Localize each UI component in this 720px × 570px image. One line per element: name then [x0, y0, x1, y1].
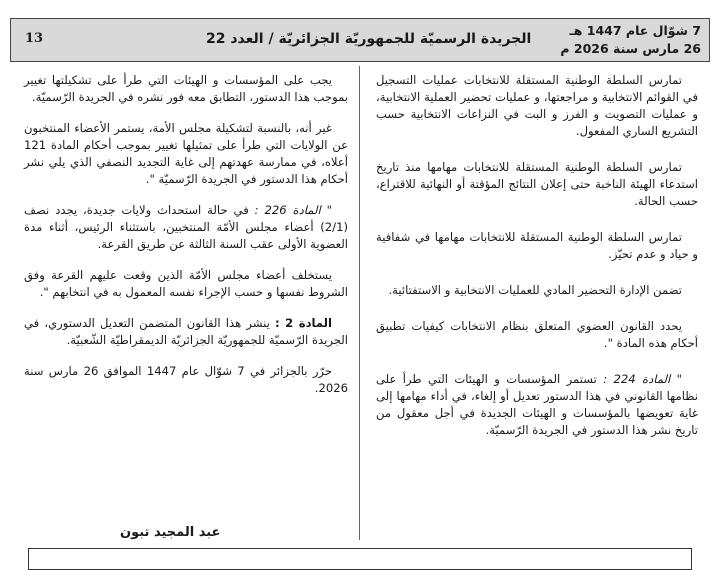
article-226-label: " المادة 226 :	[254, 203, 332, 217]
footer-box	[28, 548, 692, 570]
journal-title: الجريدة الرسميّة للجمهوريّة الجزائريّة / العدد 22	[206, 31, 532, 47]
article-2-label: المادة 2 :	[275, 316, 332, 330]
article-226	[24, 202, 348, 253]
article-224-label: " المادة 224 :	[603, 372, 683, 386]
signature: عبد المجيد تبون	[120, 525, 221, 540]
paragraph: تمارس السلطة الوطنية المستقلة للانتخابات مهامها في شفافية و حياد و عدم تحيّز.	[376, 230, 698, 261]
article-224	[376, 371, 698, 439]
article-226-text: في حالة استحداث ولايات جديدة، يجدد نصف (2/1) أعضاء مجلس الأمّة المنتخبين، باستثناء الرئيس، أثناء مدة العضوية الأولى عقب السنة الثالثة عن طريق القرعة.	[24, 203, 348, 251]
paragraph: تمارس السلطة الوطنية المستقلة للانتخابات مهامها منذ تاريخ استدعاء الهيئة الناخبة حتى إعلان النتائج المؤقتة أو النهائية للاقتراع، حسب الحالة.	[376, 160, 698, 208]
paragraph: يجب على المؤسسات و الهيئات التي طرأ على تشكيلتها تغيير بموجب هذا الدستور، التطابق معه فور نشره في الجريدة الرّسميّة.	[24, 73, 348, 104]
page-number: 13	[25, 31, 44, 46]
date-gregorian: 26 مارس سنة 2026 م	[560, 41, 701, 56]
article-2	[24, 315, 348, 349]
date-hijri: 7 شوّال عام 1447 هـ	[569, 23, 701, 38]
column-divider	[359, 66, 360, 540]
right-column	[376, 72, 698, 458]
paragraph: تضمن الإدارة التحضير المادي للعمليات الانتخابية و الاستفتائية.	[388, 283, 682, 297]
page-header	[10, 18, 710, 62]
left-column	[24, 72, 348, 411]
paragraph: يحدد القانون العضوي المتعلق بنظام الانتخابات كيفيات تطبيق أحكام هذه المادة ".	[376, 319, 698, 350]
paragraph: يستخلف أعضاء مجلس الأمّة الذين وقعت عليهم القرعة وفق الشروط نفسها و حسب الإجراء نفسه المعمول به في انتخابهم ".	[24, 268, 348, 299]
closing-line: حرّر بالجزائر في 7 شوّال عام 1447 الموافق 26 مارس سنة 2026.	[24, 364, 348, 395]
paragraph: غير أنه، بالنسبة لتشكيلة مجلس الأمة، يستمر الأعضاء المنتخبون عن الولايات التي طرأ على تمثيلها تغيير بموجب أحكام المادة 121 أعلاه، في ممارسة عهدتهم إلى غاية التجديد النصفي الذي يلي نشر أحكام هذا الدستور في الجريدة الرّسميّة ".	[24, 121, 348, 186]
issue-date	[560, 22, 701, 58]
article-2-text: ينشر هذا القانون المتضمن التعديل الدستوري، في الجريدة الرّسميّة للجمهوريّة الجزائريّة الديمقراطيّة الشّعبيّة.	[24, 316, 348, 347]
article-224-text: تستمر المؤسسات و الهيئات التي طرأ على نظامها القانوني في هذا الدستور تعديل أو إلغاء، في أداء مهامها إلى غاية تعويضها بالمؤسسات و الهيئات الجديدة في أجل معقول من تاريخ نشر هذا الدستور في الجريدة الرّسميّة.	[376, 372, 698, 437]
paragraph: تمارس السلطة الوطنية المستقلة للانتخابات عمليات التسجيل في القوائم الانتخابية و مراجعتها، و عمليات تحضير العملية الانتخابية، و عمليات التصويت و الفرز و البت في النزاعات الانتخابية حسب التشريع الساري المفعول.	[376, 73, 698, 138]
